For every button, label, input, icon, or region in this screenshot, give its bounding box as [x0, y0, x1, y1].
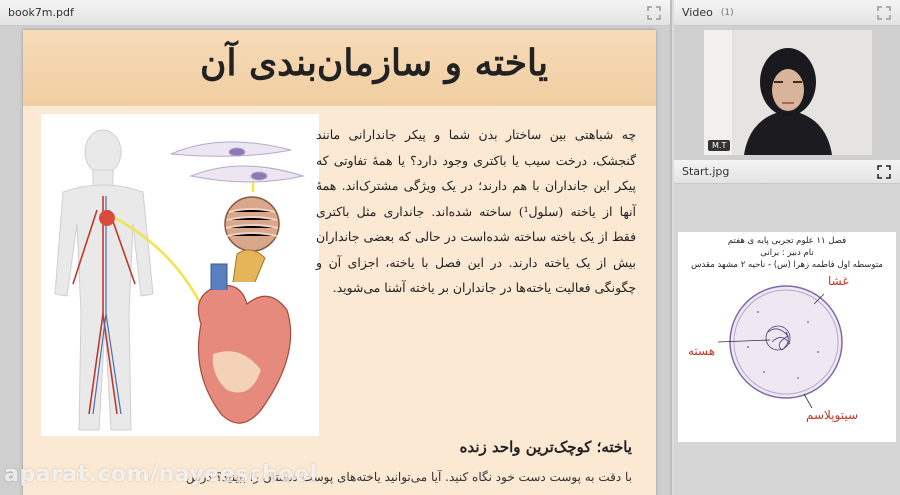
section-heading: یاخته؛ کوچک‌ترین واحد زنده [459, 438, 632, 456]
image-caption-line-1: فصل ۱۱ علوم تجربی پایه ی هفتم [727, 236, 847, 246]
image-caption-line-3: متوسطه اول فاطمه زهرا (س) - ناحیه ۲ مشهد مقدس [691, 260, 883, 270]
watermark: aparat.com/nayeeschool [4, 462, 318, 487]
section-text: با دقت به پوست دست خود نگاه کنید. آیا می‌توانید یاخته‌های پوست دستتان را ببینید؟ درس [186, 470, 632, 484]
pdf-expand-icon[interactable] [646, 5, 662, 21]
label-membrane: غشا [828, 274, 849, 288]
image-expand-icon[interactable] [876, 164, 892, 180]
video-pane [674, 0, 900, 160]
heart-marker [99, 210, 115, 226]
image-pane [674, 160, 900, 495]
anatomy-illustration [41, 114, 319, 436]
image-caption-line-2: نام دبیر : برانی [760, 248, 814, 258]
label-cytoplasm: سیتوپلاسم [806, 408, 859, 422]
video-pane-header [674, 0, 900, 26]
label-nucleus: هسته [688, 344, 716, 358]
pdf-viewer[interactable] [0, 26, 670, 495]
heart-illustration [198, 250, 290, 423]
pdf-pane-header [0, 0, 670, 26]
image-filename: Start.jpg [682, 165, 730, 178]
muscle-tissue [225, 197, 279, 251]
video-participant-count: (1) [720, 7, 734, 18]
webcam-video[interactable] [704, 30, 872, 155]
pdf-filename: book7m.pdf [8, 6, 74, 19]
human-body-figure [55, 130, 153, 430]
webcam-name-label: M.T [708, 140, 730, 151]
video-expand-icon[interactable] [876, 5, 892, 21]
video-title: Video [682, 6, 713, 19]
image-pane-header [674, 160, 900, 184]
muscle-cells [171, 142, 303, 182]
body-paragraph: چه شباهتی بین ساختار بدن شما و پیکر جاندارانی مانند گنجشک، درخت سیب یا باکتری وجود دارد؟ یا همهٔ تفاوتی که پیکر این جانداران با هم دارند؛ در یک ویژگی مشترک‌اند. همهٔ آنها از یاخته (سلول¹) ساخته شده‌اند. جانداری مثل باکتری فقط از یک یاخته ساخته شده‌است در حالی که بعضی جانداران بیش از یک یاخته دارند. در این فصل با یاخته، اجزای آن و چگونگی فعالیت یاخته‌ها در جانداران بر یاخته آشنا می‌شوید. [316, 127, 637, 295]
pdf-page [23, 30, 656, 495]
page-title: یاخته و سازمان‌بندی آن [200, 42, 548, 84]
cell-diagram-image [678, 232, 896, 442]
cell-drawing [718, 286, 842, 408]
